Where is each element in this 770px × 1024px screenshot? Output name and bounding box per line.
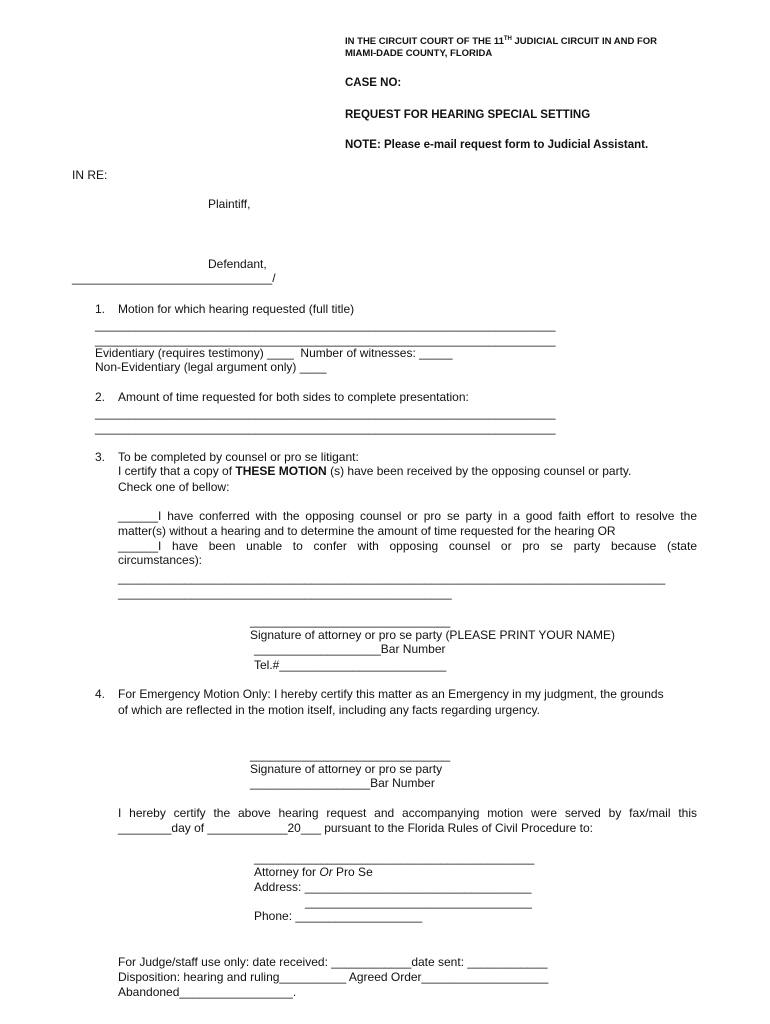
check-one-label: Check one of bellow: xyxy=(118,480,230,494)
signature-label: Signature of attorney or pro se party (PLEASE PRINT YOUR NAME) xyxy=(250,628,616,642)
option-conferred-line1: ______I have conferred with the opposing counsel or pro se party in a good faith effort to resolve the xyxy=(118,509,697,523)
non-evidentiary-line: Non-Evidentiary (legal argument only) ____ xyxy=(95,360,327,374)
service-certify-line1: I hereby certify the above hearing request and accompanying motion were served by fax/mail this xyxy=(118,806,697,820)
plaintiff-label: Plaintiff, xyxy=(208,197,251,211)
phone-line: Phone: ___________________ xyxy=(254,909,423,923)
item1-label: Motion for which hearing requested (full title) xyxy=(118,302,355,316)
court-heading-line2: MIAMI-DADE COUNTY, FLORIDA xyxy=(345,48,493,59)
item2-blank-line: _____________________________________________________________________ xyxy=(95,421,556,435)
signature-line: ______________________________ xyxy=(250,748,451,762)
staff-use-abandoned: Abandoned_________________. xyxy=(118,985,297,999)
staff-use-dates: For Judge/staff use only: date received: ____________date sent: ____________ xyxy=(118,955,548,969)
email-note: NOTE: Please e-mail request form to Judicial Assistant. xyxy=(345,139,649,151)
address-line: Address: __________________________________ xyxy=(254,880,532,894)
circumstances-blank-line: __________________________________________________ xyxy=(118,586,452,600)
item3-number: 3. xyxy=(95,450,106,464)
option-unable-line2: circumstances): xyxy=(118,553,203,567)
case-number-label: CASE NO: xyxy=(345,77,402,89)
signature-label: Signature of attorney or pro se party xyxy=(250,762,443,776)
emergency-certify-line1: For Emergency Motion Only: I hereby certify this matter as an Emergency in my judgment, the grounds xyxy=(118,687,664,701)
option-unable-line1: ______I have been unable to confer with opposing counsel or pro se party because (state xyxy=(118,539,697,553)
service-signature-line: __________________________________________ xyxy=(254,851,535,865)
telephone-line: Tel.#_________________________ xyxy=(254,658,447,672)
in-re-label: IN RE: xyxy=(72,168,108,182)
certify-statement: I certify that a copy of THESE MOTION (s) have been received by the opposing counsel or party. xyxy=(118,464,632,478)
item4-number: 4. xyxy=(95,687,106,701)
bar-number-line: __________________Bar Number xyxy=(250,776,435,790)
emergency-certify-line2: of which are reflected in the motion itself, including any facts regarding urgency. xyxy=(118,703,541,717)
attorney-or-pro-se-label: Attorney for Or Pro Se xyxy=(254,865,373,879)
court-heading-line1: IN THE CIRCUIT COURT OF THE 11TH JUDICIAL CIRCUIT IN AND FOR xyxy=(345,36,658,47)
item2-number: 2. xyxy=(95,390,106,404)
evidentiary-line: Evidentiary (requires testimony) ____ Number of witnesses: _____ xyxy=(95,346,453,360)
defendant-label: Defendant, xyxy=(208,257,267,271)
item1-number: 1. xyxy=(95,302,106,316)
signature-line: ______________________________ xyxy=(250,614,451,628)
address-line-2: __________________________________ xyxy=(305,895,532,909)
bar-number-line: ___________________Bar Number xyxy=(254,642,446,656)
item1-blank-line: _____________________________________________________________________ xyxy=(95,333,556,347)
caption-closing-line: ______________________________/ xyxy=(72,271,276,285)
item2-label: Amount of time requested for both sides to complete presentation: xyxy=(118,390,469,404)
service-certify-line2: ________day of ____________20___ pursuant to the Florida Rules of Civil Procedure to: xyxy=(118,821,594,835)
circumstances-blank-line: __________________________________________________________________________________ xyxy=(118,571,666,585)
staff-use-disposition: Disposition: hearing and ruling__________ Agreed Order___________________ xyxy=(118,970,549,984)
item3-label: To be completed by counsel or pro se litigant: xyxy=(118,450,359,464)
form-title: REQUEST FOR HEARING SPECIAL SETTING xyxy=(345,109,591,121)
item2-blank-line: _____________________________________________________________________ xyxy=(95,406,556,420)
option-conferred-line2: matter(s) without a hearing and to determine the amount of time requested for the hearing OR xyxy=(118,524,616,538)
item1-blank-line: _____________________________________________________________________ xyxy=(95,318,556,332)
